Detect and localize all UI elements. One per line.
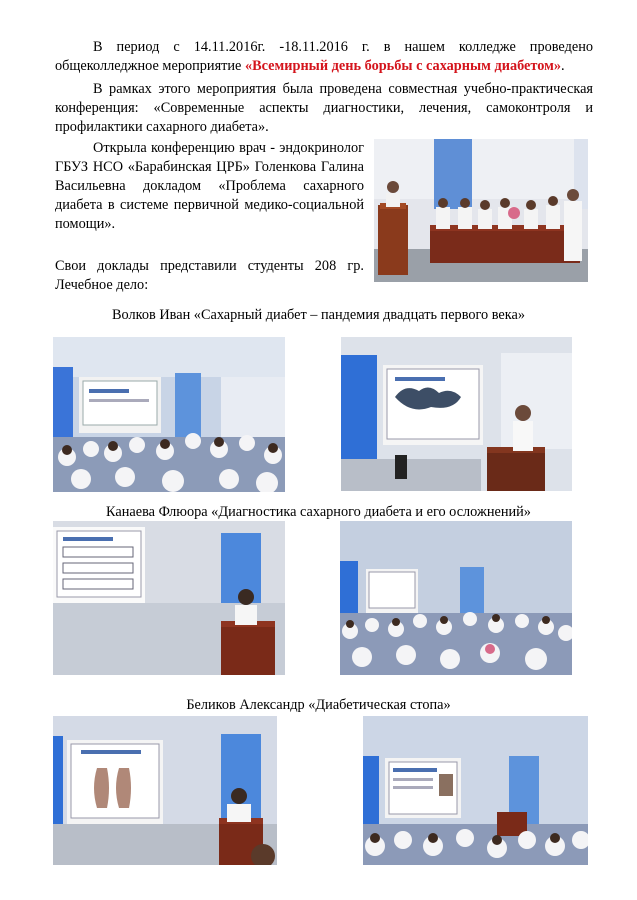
photo-report-1-audience bbox=[53, 337, 285, 492]
event-title-highlight: «Всемирный день борьбы с сахарным диабетом» bbox=[244, 58, 561, 74]
photo-report-3-audience bbox=[363, 716, 588, 865]
intro-paragraph-4: Свои доклады представили студенты 208 гр. Лечебное дело: bbox=[55, 258, 364, 293]
photo-report-3-speaker bbox=[53, 716, 277, 865]
intro-paragraph-3: Открыла конференцию врач - эндокринолог ГБУЗ НСО «Барабинская ЦРБ» Голенкова Галина Васильевна докладом «Проблема сахарного диабета в системе первичной медико-социальной помощи». bbox=[55, 140, 364, 232]
intro-paragraph-2: В рамках этого мероприятия была проведена совместная учебно-практическая конференция: «Современные аспекты диагностики, лечения, самоконтроля и профилактики сахарного диабета». bbox=[55, 81, 593, 135]
report-caption-1: Волков Иван «Сахарный диабет – пандемия двадцать первого века» bbox=[112, 307, 525, 323]
report-caption-2: Канаева Флюора «Диагностика сахарного диабета и его осложнений» bbox=[106, 504, 531, 520]
intro-text: В период с 14.11.2016г. -18.11.2016 г. в нашем колледже проведено общеколледжное мероприятие bbox=[55, 39, 593, 74]
photo-report-2-audience bbox=[340, 521, 572, 675]
intro-paragraph-1 bbox=[55, 38, 593, 76]
intro-text-end: . bbox=[561, 58, 565, 74]
photo-presidium bbox=[374, 139, 588, 282]
photo-report-2-speaker bbox=[53, 521, 285, 675]
photo-report-1-speaker bbox=[341, 337, 572, 491]
report-caption-3: Беликов Александр «Диабетическая стопа» bbox=[186, 697, 451, 713]
